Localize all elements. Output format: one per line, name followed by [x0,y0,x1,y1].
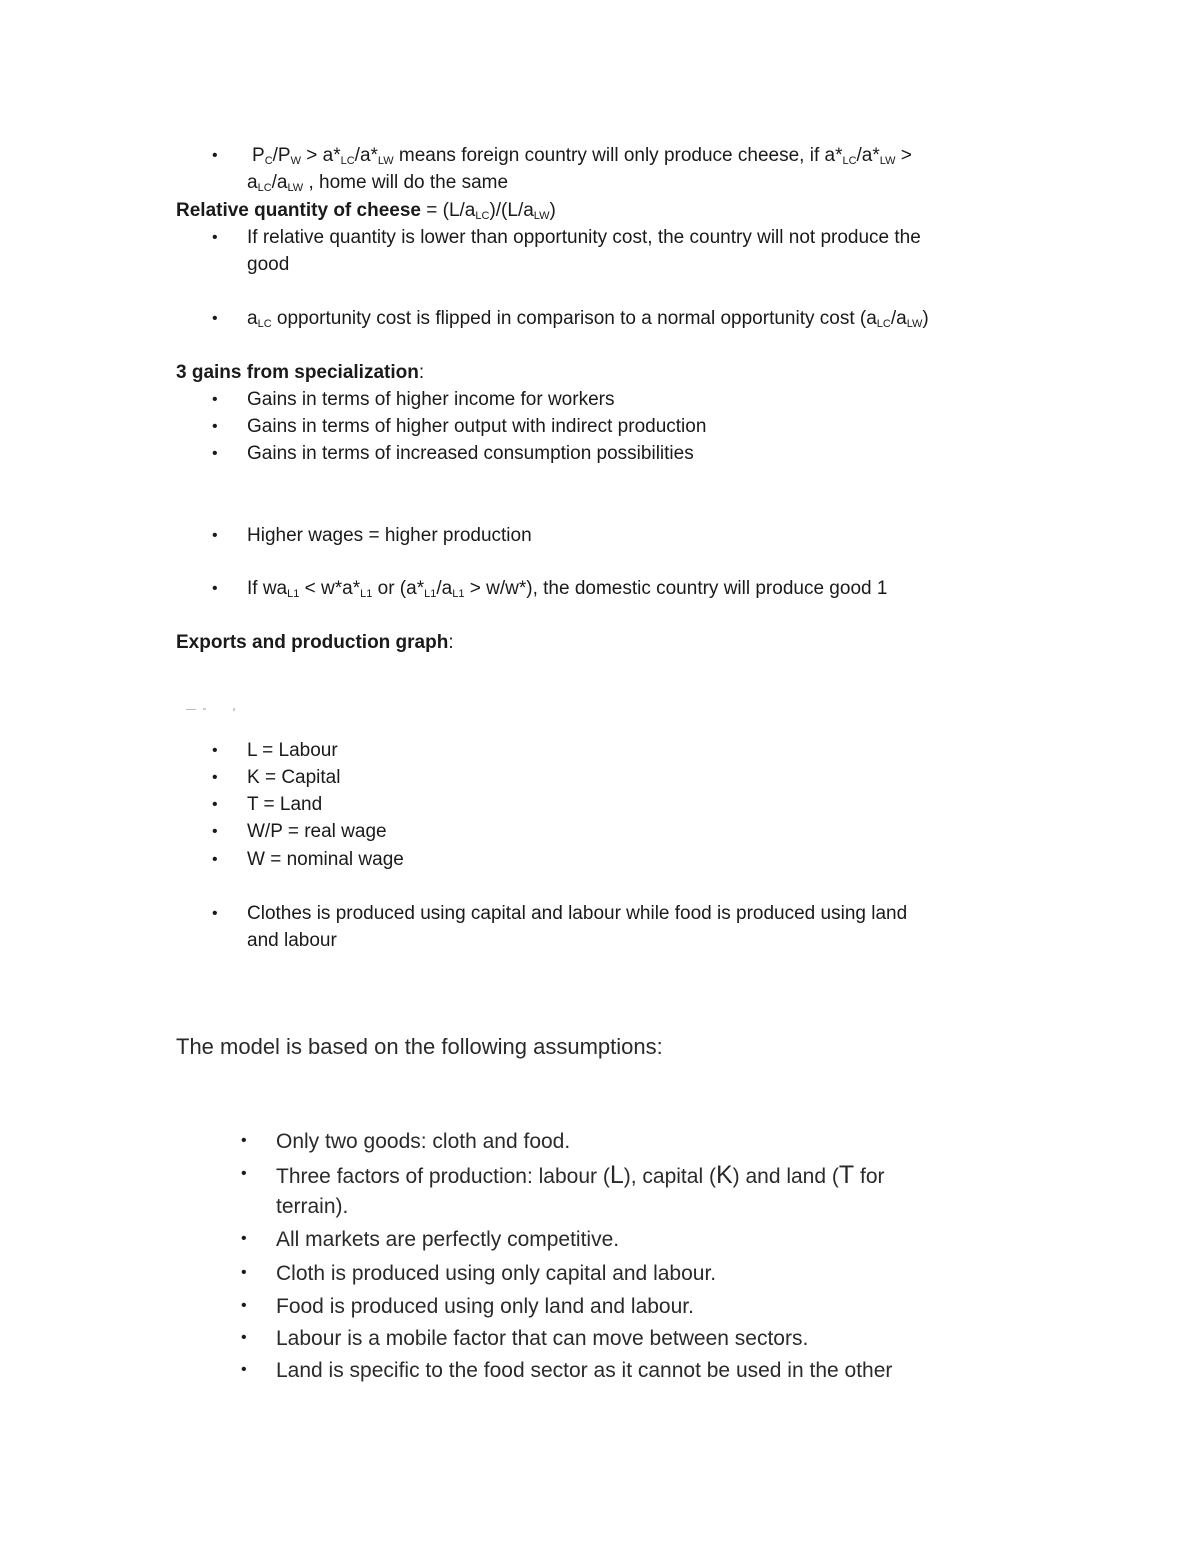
faint-mark [186,709,196,710]
definition-item: K = Capital [247,767,341,788]
assumptions-intro: The model is based on the following assumptions: [176,1034,663,1059]
price-ratio-line-1: $P_C/P_W > a*_{LC}/a*_{LW}$ means foreign country will only produce cheese, if $a*_{LC}/a*_{LW}$ > [252,145,912,167]
faint-mark [233,708,235,711]
list-item: $a_{LC}$ opportunity cost is flipped in comparison to a normal opportunity cost $(a_{LC}/a_{LW})$ [247,308,929,330]
definition-item: W = nominal wage [247,849,404,870]
assumption-item: Labour is a mobile factor that can move between sectors. [276,1327,809,1350]
bullet: • [212,310,218,327]
bullet: • [212,527,218,544]
bullet: • [241,1230,247,1247]
bullet: • [212,769,218,786]
list-item: Higher wages = higher production [247,525,532,546]
relative-quantity-heading: Relative quantity of cheese = $(L/a_{LC})/(L/a_{LW})$ [176,200,556,222]
bullet: • [212,796,218,813]
bullet: • [212,851,218,868]
price-ratio-line-2: $a_{LC}/a_{LW}$ , home will do the same [247,172,509,194]
assumption-item-continued: terrain). [276,1195,349,1218]
bullet: • [212,580,218,597]
bullet: • [212,147,218,164]
assumption-item: Only two goods: cloth and food. [276,1130,571,1153]
bullet: • [212,418,218,435]
list-item: Gains in terms of higher income for workers [247,389,615,410]
assumption-item: Three factors of production: labour (L), capital (K) and land (T for [276,1161,885,1189]
list-item: If $wa_{L1} < w*a*_{L1}$ or $(a*_{L1}/a_{L1} > w/w*)$, the domestic country will produce good 1 [247,578,888,600]
bullet: • [241,1297,247,1314]
assumption-item: Land is specific to the food sector as it cannot be used in the other [276,1359,893,1382]
definition-item: L = Labour [247,740,338,761]
list-item: Gains in terms of higher output with indirect production [247,416,707,437]
exports-heading: Exports and production graph: [176,632,454,653]
list-item: If relative quantity is lower than opportunity cost, the country will not produce the [247,227,921,248]
bullet: • [212,742,218,759]
bullet: • [212,445,218,462]
gains-heading: 3 gains from specialization: [176,362,425,383]
bullet: • [212,229,218,246]
list-item: Clothes is produced using capital and labour while food is produced using land [247,903,908,924]
bullet: • [212,905,218,922]
bullet: • [212,823,218,840]
bullet: • [241,1132,247,1149]
bullet: • [241,1361,247,1378]
list-item-continued: good [247,254,290,275]
assumption-item: Food is produced using only land and labour. [276,1295,694,1318]
bullet: • [212,391,218,408]
list-item-continued: and labour [247,930,337,951]
assumption-item: All markets are perfectly competitive. [276,1228,620,1251]
bullet: • [241,1329,247,1346]
faint-mark [203,708,206,710]
list-item: Gains in terms of increased consumption possibilities [247,443,694,464]
bullet: • [241,1264,247,1281]
assumption-item: Cloth is produced using only capital and labour. [276,1262,717,1285]
definition-item: W/P = real wage [247,821,387,842]
definition-item: T = Land [247,794,323,815]
bullet: • [241,1165,247,1182]
